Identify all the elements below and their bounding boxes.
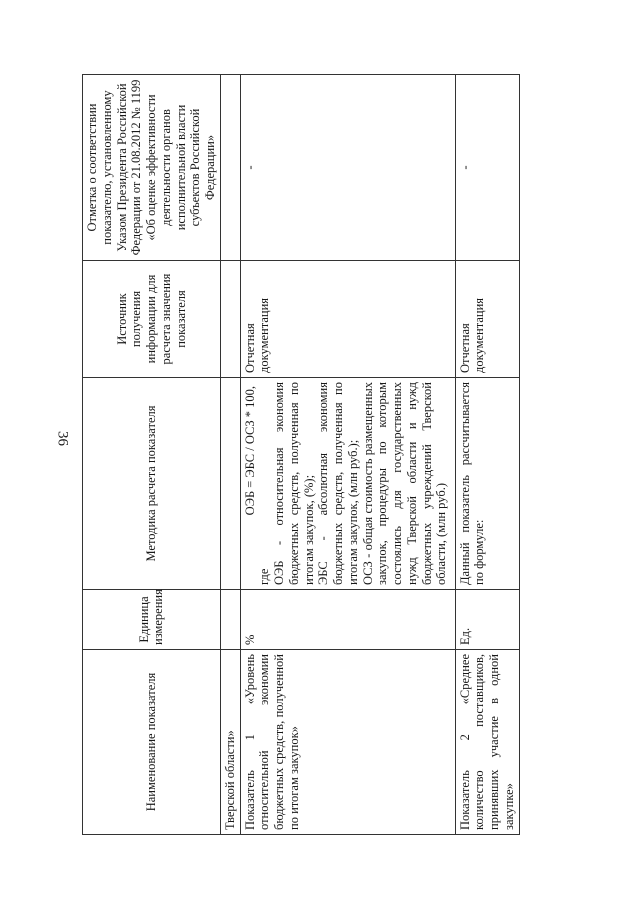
method-line: ОСЗ - общая стоимость размещенных закупок, процедуры по которым состоялись для государственных нужд Тверской области и нужд бюджетных учреждений Тверской области, (млн руб.) xyxy=(360,382,449,585)
header-name: Наименование показателя xyxy=(83,650,221,835)
indicator-source: Отчетная документация xyxy=(455,261,519,378)
indicator-unit: Ед. xyxy=(455,590,519,650)
method-line: где xyxy=(257,568,272,585)
page-number: 36 xyxy=(54,431,71,446)
section-label: Тверской области» xyxy=(220,650,240,835)
method-line: ОЭБ - относительная экономия бюджетных средств, полученная по итогам закупок, (%); xyxy=(272,382,316,585)
method-line: Данный показатель рассчитывается по формуле: xyxy=(457,382,487,585)
header-mark: Отметка о соответствии показателю, установленному Указом Президента Российской Федерации от 21.08.2012 № 1199 «Об оценке эффективности деятельности органов исполнительной власти субъектов Российской Федерации» xyxy=(83,75,221,261)
table-row xyxy=(455,75,519,835)
indicator-method xyxy=(240,378,455,590)
indicator-mark: - xyxy=(455,75,519,261)
method-line: ЭБС - абсолютная экономия бюджетных средств, полученная по итогам закупок, (млн руб.); xyxy=(316,382,360,585)
rotated-table-sheet xyxy=(82,75,602,835)
header-method: Методика расчета показателя xyxy=(83,378,221,590)
indicator-unit: % xyxy=(240,590,455,650)
method-formula: ОЭБ = ЭБС / ОСЗ * 100, xyxy=(242,386,257,516)
indicator-mark: - xyxy=(240,75,455,261)
section-row xyxy=(220,75,240,835)
indicator-method xyxy=(455,378,519,590)
indicator-name: Показатель 2 «Среднее количество поставщиков, принявших участие в одной закупке» xyxy=(455,650,519,835)
table-header-row xyxy=(83,75,221,835)
header-source: Источник получения информации для расчета значения показателя xyxy=(83,261,221,378)
table-row xyxy=(240,75,455,835)
indicator-name: Показатель 1 «Уровень относительной экономии бюджетных средств, полученной по итогам закупок» xyxy=(240,650,455,835)
indicators-table xyxy=(82,74,520,835)
indicator-source: Отчетная документация xyxy=(240,261,455,378)
header-unit: Единица измерения xyxy=(83,590,221,650)
